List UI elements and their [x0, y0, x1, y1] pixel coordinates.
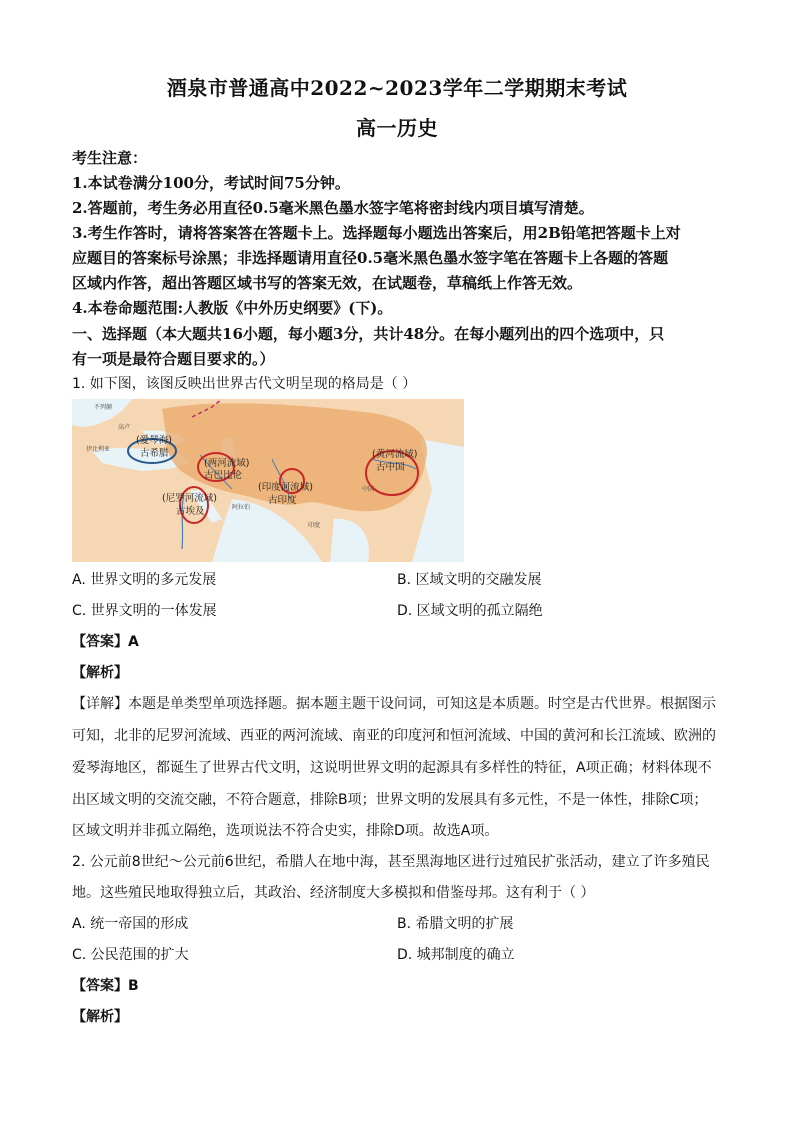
notice-line-2: 2.答题前，考生务必用直径0.5毫米黑色墨水签字笔将密封线内项目填写清楚。: [72, 199, 594, 217]
q1-analysis-tag: 【解析】: [72, 665, 128, 681]
label-yellow-river: (黄河流域): [372, 449, 418, 460]
q1-option-b: B. 区域文明的交融发展: [397, 572, 542, 588]
q2-answer: 【答案】B: [72, 978, 139, 994]
label-gaul: 高卢: [118, 424, 131, 431]
q1-detail-line-5: 区域文明并非孤立隔绝，选项说法不符合史实，排除D项。故选A项。: [72, 823, 499, 839]
q1-option-c: C. 世界文明的一体发展: [72, 603, 217, 619]
notice-heading: 考生注意：: [72, 149, 148, 167]
q1-detail-line-3: 爱琴海地区，都诞生了世界古代文明，这说明世界文明的起源具有多样性的特征，A项正确；材料体现不: [72, 760, 712, 776]
label-mesopotamia: (两河流域): [204, 458, 250, 469]
exam-title: 酒泉市普通高中2022~2023学年二学期期末考试: [166, 76, 628, 100]
q1-option-d: D. 区域文明的孤立隔绝: [397, 603, 543, 619]
label-iberia: 伊比利亚: [86, 446, 111, 453]
q2-option-d: D. 城邦制度的确立: [397, 947, 515, 963]
label-india: 古印度: [268, 495, 297, 506]
q2-stem-line-2: 地。这些殖民地取得独立后，其政治、经济制度大多模拟和借鉴母邦。这有利于（ ）: [72, 885, 595, 901]
q2-stem-line-1: 2. 公元前8世纪～公元前6世纪，希腊人在地中海，甚至黑海地区进行过殖民扩张活动，建立了许多殖民: [72, 854, 710, 870]
q1-answer: 【答案】A: [72, 634, 139, 650]
section-heading-line-2: 有一项是最符合题目要求的。）: [72, 350, 275, 368]
q1-detail-line-4: 出区域文明的交流交融，不符合题意，排除B项；世界文明的发展具有多元性，不是一体性，排除C项；: [72, 792, 708, 808]
q2-analysis-tag: 【解析】: [72, 1009, 128, 1025]
q2-option-a: A. 统一帝国的形成: [72, 916, 189, 932]
q2-option-b: B. 希腊文明的扩展: [397, 916, 514, 932]
label-aegean: (爱琴海): [136, 435, 172, 446]
exam-subtitle: 高一历史: [356, 116, 438, 140]
q1-detail-line-1: 【详解】本题是单类型单项选择题。据本题主题干设问词，可知这是本质题。时空是古代世界。根据图示: [72, 696, 716, 712]
ancient-civilizations-map: [72, 399, 464, 562]
notice-line-3: 3.考生作答时，请将答案答在答题卡上。选择题每小题选出答案后，用2B铅笔把答题卡上对: [72, 224, 681, 242]
label-indus: (印度河流域): [258, 482, 313, 493]
q1-detail-line-2: 可知，北非的尼罗河流域、西亚的两河流域、南亚的印度河和恒河流域、中国的黄河和长江流域、欧洲的: [72, 728, 716, 744]
label-babylon: 古巴比伦: [204, 470, 243, 481]
notice-line-5: 区域内作答，超出答题区域书写的答案无效，在试题卷，草稿纸上作答无效。: [72, 274, 583, 292]
question-1-stem: 1. 如下图，该图反映出世界古代文明呈现的格局是（ ）: [72, 376, 417, 392]
label-arabia: 阿拉伯: [232, 504, 251, 511]
label-egypt: 古埃及: [176, 506, 205, 517]
label-nile: (尼罗河流域): [162, 493, 217, 504]
q1-option-a: A. 世界文明的多元发展: [72, 572, 217, 588]
label-britain: 不列颠: [94, 404, 113, 411]
label-china: 古中国: [376, 462, 405, 473]
notice-line-6: 4.本卷命题范围:人教版《中外历史纲要》(下)。: [72, 299, 393, 317]
label-china-small: 中国: [362, 486, 375, 493]
label-india-small: 印度: [308, 522, 321, 529]
q2-option-c: C. 公民范围的扩大: [72, 947, 189, 963]
notice-line-4: 应题目的答案标号涂黑；非选择题请用直径0.5毫米黑色墨水签字笔在答题卡上各题的答题: [72, 249, 669, 267]
notice-line-1: 1.本试卷满分100分，考试时间75分钟。: [72, 174, 350, 192]
section-heading-line-1: 一、选择题（本大题共16小题，每小题3分，共计48分。在每小题列出的四个选项中，只: [72, 325, 665, 343]
label-greece: 古希腊: [140, 448, 169, 459]
